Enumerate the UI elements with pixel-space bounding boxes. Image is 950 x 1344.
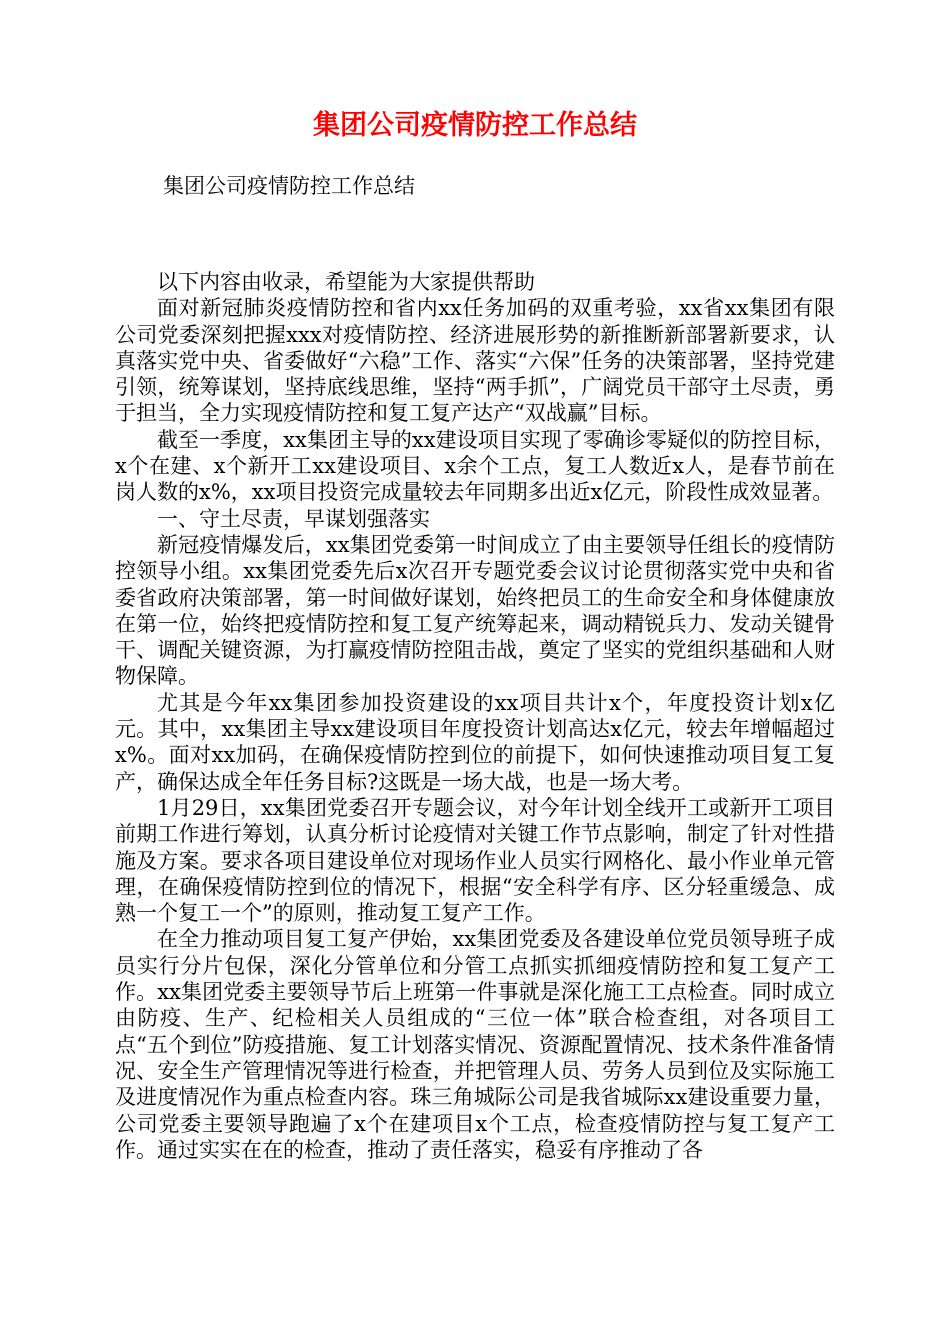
paragraph-3: 新冠疫情爆发后，xx集团党委第一时间成立了由主要领导任组长的疫情防控领导小组。xx集团党委先后x次召开专题党委会议讨论贯彻落实党中央和省委省政府决策部署，第一时间做好谋划，始终把员工的生命安全和身体健康放在第一位，始终把疫情防控和复工复产统筹起来，调动精锐兵力、发动关键骨干、调配关键资源，为打赢疫情防控阻击战，奠定了坚实的党组织基础和人财物保障。: [115, 532, 835, 689]
paragraph-intro: 以下内容由收录，希望能为大家提供帮助: [157, 270, 535, 294]
paragraph-1: 面对新冠肺炎疫情防控和省内xx任务加码的双重考验，xx省xx集团有限公司党委深刻把握xxx对疫情防控、经济进展形势的新推断新部署新要求，认真落实党中央、省委做好“六稳”工作、落实“六保”任务的决策部署，坚持党建引领，统筹谋划，坚持底线思维，坚持“两手抓”，广阔党员干部守土尽责，勇于担当，全力实现疫情防控和复工复产达产“双战赢”目标。: [115, 296, 835, 426]
paragraph-4: 尤其是今年xx集团参加投资建设的xx项目共计x个，年度投资计划x亿元。其中，xx集团主导xx建设项目年度投资计划高达x亿元，较去年增幅超过x%。面对xx加码，在确保疫情防控到位的前提下，如何快速推动项目复工复产，确保达成全年任务目标?这既是一场大战，也是一场大考。: [115, 690, 835, 794]
section-heading-1: 一、守土尽责，早谋划强落实: [157, 506, 430, 531]
document-subtitle: 集团公司疫情防控工作总结: [163, 174, 415, 198]
document-body: [115, 269, 835, 1163]
paragraph-6: 在全力推动项目复工复产伊始，xx集团党委及各建设单位党员领导班子成员实行分片包保，深化分管单位和分管工点抓实抓细疫情防控和复工复产工作。xx集团党委主要领导节后上班第一件事就是深化施工工点检查。同时成立由防疫、生产、纪检相关人员组成的“三位一体”联合检查组，对各项目工点“五个到位”防疫措施、复工计划落实情况、资源配置情况、技术条件准备情况、安全生产管理情况等进行检查，并把管理人员、劳务人员到位及实际施工及进度情况作为重点检查内容。珠三角城际公司是我省城际xx建设重要力量，公司党委主要领导跑遍了x个在建项目x个工点，检查疫情防控与复工复产工作。通过实实在在的检查，推动了责任落实，稳妥有序推动了各: [115, 927, 835, 1162]
document-title: 集团公司疫情防控工作总结: [313, 110, 637, 141]
paragraph-5: 1月29日，xx集团党委召开专题会议，对今年计划全线开工或新开工项目前期工作进行筹划，认真分析讨论疫情对关键工作节点影响，制定了针对性措施及方案。要求各项目建设单位对现场作业人员实行网格化、最小作业单元管理，在确保疫情防控到位的情况下，根据“安全科学有序、区分轻重缓急、成熟一个复工一个”的原则，推动复工复产工作。: [115, 795, 835, 926]
paragraph-2: 截至一季度，xx集团主导的xx建设项目实现了零确诊零疑似的防控目标，x个在建、x个新开工xx建设项目、x余个工点，复工人数近x人，是春节前在岗人数的x%，xx项目投资完成量较去年同期多出近x亿元，阶段性成效显著。: [115, 427, 835, 505]
